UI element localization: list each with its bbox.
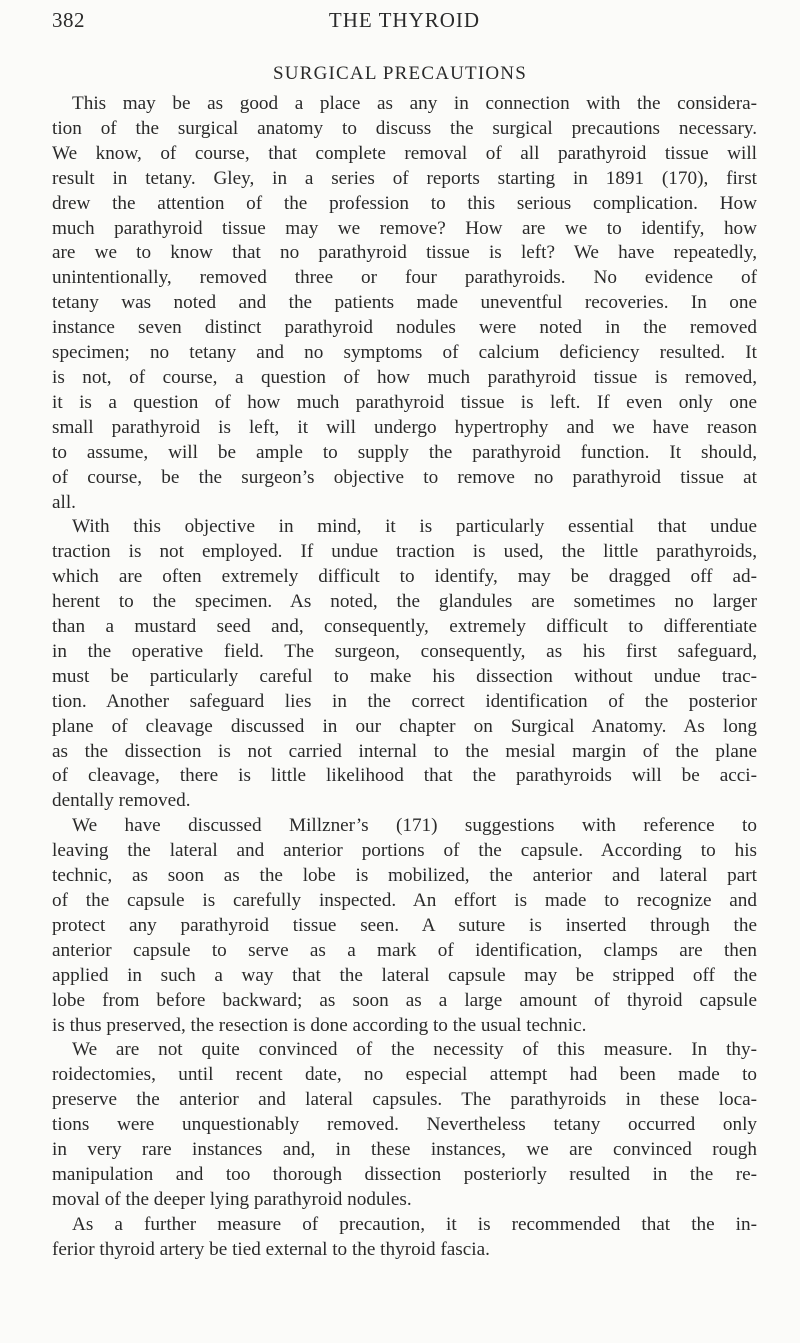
page-number: 382 [52, 8, 85, 32]
text-line: We know, of course, that complete removal of all parathyroid tissue will [52, 142, 757, 164]
paragraph [52, 515, 757, 814]
text-line: of cleavage, there is little likelihood that the parathyroids will be acci- [52, 765, 757, 787]
text-line: plane of cleavage discussed in our chapter on Surgical Anatomy. As long [52, 715, 757, 737]
text-line: of the capsule is carefully inspected. An effort is made to recognize and [52, 890, 757, 911]
text-line: We have discussed Millzner’s (171) suggestions with reference to [72, 815, 757, 837]
text-line: drew the attention of the profession to this serious complication. How [52, 192, 757, 214]
text-line: moval of the deeper lying parathyroid nodules. [52, 1188, 412, 1210]
text-line: protect any parathyroid tissue seen. A suture is inserted through the [52, 914, 757, 936]
text-line: tion. Another safeguard lies in the correct identification of the posterior [52, 690, 757, 712]
text-line: This may be as good a place as any in connection with the considera- [72, 93, 757, 114]
text-line: roidectomies, until recent date, no especial attempt had been made to [52, 1064, 757, 1086]
text-line: unintentionally, removed three or four parathyroids. No evidence of [52, 267, 757, 289]
running-title: THE THYROID [328, 8, 481, 32]
text-line: are we to know that no parathyroid tissue is left? We have repeatedly, [52, 242, 757, 264]
running-header [52, 8, 757, 38]
text-line: traction is not employed. If undue traction is used, the little parathyroids, [52, 541, 757, 563]
text-line: is not, of course, a question of how much parathyroid tissue is removed, [52, 366, 757, 388]
text-line: manipulation and too thorough dissection posteriorly resulted in the re- [52, 1163, 757, 1185]
text-line: to assume, will be ample to supply the parathyroid function. It should, [52, 441, 757, 463]
text-line: instance seven distinct parathyroid nodules were noted in the removed [52, 317, 757, 339]
text-line: result in tetany. Gley, in a series of reports starting in 1891 (170), first [52, 167, 757, 189]
text-line: lobe from before backward; as soon as a large amount of thyroid capsule [52, 989, 757, 1011]
text-line: in very rare instances and, in these instances, we are convinced rough [52, 1139, 757, 1161]
text-line: tion of the surgical anatomy to discuss the surgical precautions necessary. [52, 117, 757, 139]
text-line: ferior thyroid artery be tied external to the thyroid fascia. [52, 1238, 490, 1260]
text-line: preserve the anterior and lateral capsules. The parathyroids in these loca- [52, 1089, 757, 1111]
text-line: anterior capsule to serve as a mark of identification, clamps are then [52, 939, 757, 961]
text-line: all. [52, 491, 76, 513]
text-line: must be particularly careful to make his dissection without undue trac- [52, 665, 757, 687]
section-title: SURGICAL PRECAUTIONS [273, 63, 527, 84]
text-line: is thus preserved, the resection is done according to the usual technic. [52, 1014, 587, 1036]
text-line: of course, be the surgeon’s objective to remove no parathyroid tissue at [52, 466, 757, 488]
text-line: As a further measure of precaution, it is recommended that the in- [72, 1213, 757, 1235]
text-line: as the dissection is not carried internal to the mesial margin of the plane [52, 740, 757, 762]
paragraph [52, 1213, 757, 1263]
text-line: tetany was noted and the patients made uneventful recoveries. In one [52, 292, 757, 314]
text-line: dentally removed. [52, 790, 191, 812]
paragraph [52, 1038, 757, 1212]
text-line: which are often extremely difficult to identify, may be dragged off ad- [52, 566, 757, 588]
paragraph [52, 92, 757, 515]
text-line: We are not quite convinced of the necessity of this measure. In thy- [72, 1039, 757, 1061]
paragraph [52, 814, 757, 1038]
text-line: applied in such a way that the lateral capsule may be stripped off the [52, 964, 757, 986]
text-line: herent to the specimen. As noted, the glandules are sometimes no larger [52, 591, 757, 613]
body-text [52, 92, 757, 1263]
text-line: With this objective in mind, it is particularly essential that undue [72, 516, 757, 538]
text-line: it is a question of how much parathyroid tissue is left. If even only one [52, 391, 757, 413]
text-line: much parathyroid tissue may we remove? How are we to identify, how [52, 217, 757, 239]
text-line: small parathyroid is left, it will undergo hypertrophy and we have reason [52, 416, 757, 438]
text-line: technic, as soon as the lobe is mobilized, the anterior and lateral part [52, 865, 757, 887]
text-line: than a mustard seed and, consequently, extremely difficult to differentiate [52, 616, 757, 638]
text-line: leaving the lateral and anterior portions of the capsule. According to his [52, 840, 757, 862]
text-line: specimen; no tetany and no symptoms of calcium deficiency resulted. It [52, 342, 757, 364]
text-line: in the operative field. The surgeon, consequently, as his first safeguard, [52, 640, 757, 662]
text-line: tions were unquestionably removed. Nevertheless tetany occurred only [52, 1114, 757, 1136]
